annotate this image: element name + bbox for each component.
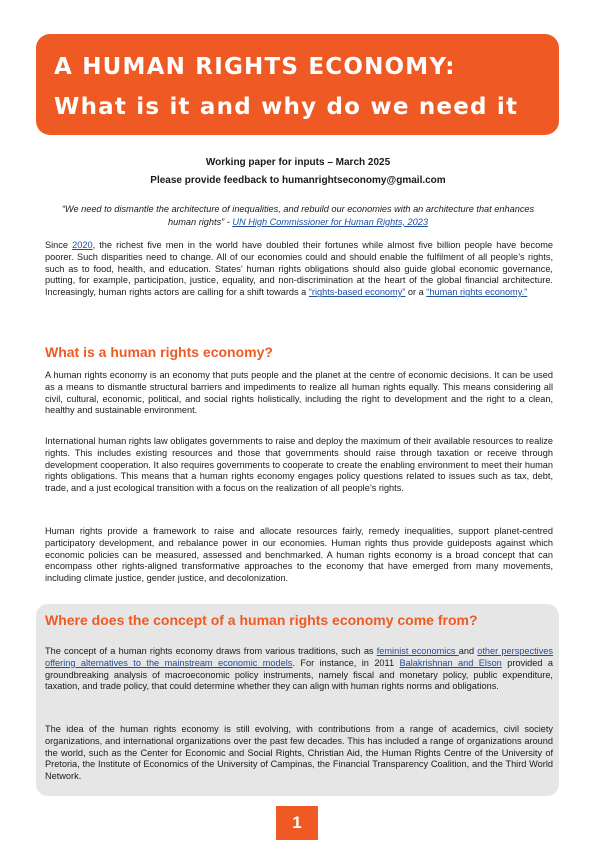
title-line-1: A HUMAN RIGHTS ECONOMY: (54, 54, 456, 80)
section1-paragraph-3: Human rights provide a framework to raise and allocate resources fairly, remedy inequalities, support planet-centred participatory development, and rebalance power in our economies. Human rights thus provide guideposts against which economic policies can be measured, assessed and benchmarked. A human rights economy is a broad concept that can encompass other rights-aligned transformative approaches to the economy that have emerged from many movements, including climate justice, gender justice, and decolonization. (45, 526, 553, 584)
section2-text-d: provided a groundbreaking analysis of macroeconomic policy instruments, namely fiscal and monetary policy, public expenditure, taxation, and trade policy, that could determine whether they can align with human rights norms and obligations. (45, 657, 553, 692)
intro-paragraph (45, 240, 553, 299)
section2-text-a: The concept of a human rights economy draws from various traditions, such as (45, 646, 377, 656)
feedback-note: Please provide feedback to humanrightseconomy@gmail.com (150, 175, 446, 186)
section1-paragraph-2: International human rights law obligates governments to raise and deploy the maximum of their available resources to realize rights. This includes existing resources and those that governments should raise through taxation or receive through development cooperation. It also requires governments to cooperate to create the enabling environment to meet their human rights obligations. This means that a human rights economy engages policy questions related to issues such as tax, debt, trade, and a just ecological transition with a focus on the realization of all people’s rights. (45, 436, 553, 494)
link-balakrishnan-elson[interactable]: Balakrishnan and Elson (399, 657, 502, 668)
quote (60, 203, 536, 228)
section1-heading: What is a human rights economy? (45, 344, 273, 360)
working-paper-note: Working paper for inputs – March 2025 (205, 157, 391, 168)
link-rights-based-economy[interactable]: “rights-based economy” (308, 287, 406, 298)
intro-text-or: or a (405, 287, 427, 298)
link-human-rights-economy[interactable]: “human rights economy.” (426, 287, 528, 298)
intro-text-start: Since (45, 240, 73, 250)
link-feminist-economics[interactable]: feminist economics (376, 646, 459, 656)
title-banner (36, 34, 559, 135)
quote-text: “We need to dismantle the architecture of inequalities, and rebuild our economies with an architecture that enhances human rights” - (61, 204, 535, 227)
intro-text-mid: , the richest five men in the world have doubled their fortunes while almost five billion people have become poorer. Such disparities need to change. All of our economies could and should enable the fulfilment of all people’s rights, such as to food, health, and education. States’ human rights obligations should also guide global economic governance, putting, for example, participation, justice, equality, and non-discrimination at the heart of the global financial architecture. Increasingly, human rights actors are calling for a shift towards a (45, 240, 553, 298)
quote-source-link[interactable]: UN High Commissioner for Human Rights, 2023 (232, 216, 428, 227)
link-2020[interactable]: 2020 (72, 240, 93, 250)
section1-paragraph-1: A human rights economy is an economy that puts people and the planet at the centre of economic decisions. It can be used as a means to dismantle structural barriers and impediments to realize all human rights equally. This means considering all civil, cultural, economic, political, and social rights holistically, including the right to development and the right to a clean, healthy and sustainable environment. (45, 370, 553, 416)
section2-heading: Where does the concept of a human rights economy come from? (45, 612, 478, 628)
link-other-perspectives[interactable]: other perspectives offering alternatives to the mainstream economic models (45, 646, 553, 668)
section2-paragraph-1 (45, 646, 553, 693)
section2-text-c: . For instance, in 2011 (292, 657, 400, 668)
section2-paragraph-2: The idea of the human rights economy is still evolving, with contributions from a range of academics, civil society organizations, and international organizations over the past few decades. This has included a range of organizations around the world, such as the Center for Economic and Social Rights, Christian Aid, the Human Rights Centre of the University of Pretoria, the Institute of Economics of the University of Campinas, the Financial Transparency Coalition, and the Third World Network. (45, 724, 553, 782)
page-number: 1 (276, 806, 318, 840)
title-line-2: What is it and why do we need it (54, 94, 519, 120)
section2-text-b: and (458, 646, 478, 656)
